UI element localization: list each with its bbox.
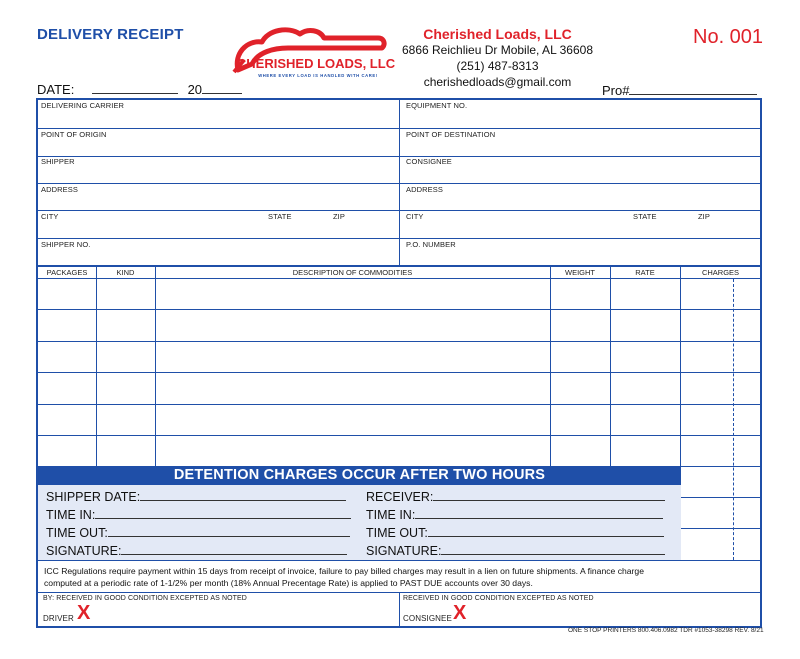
shipper-city-field[interactable]: CITY: [41, 212, 59, 221]
pro-blank[interactable]: [629, 83, 757, 95]
pro-field[interactable]: [602, 83, 757, 98]
table-row[interactable]: [37, 309, 761, 310]
company-email: cherishedloads@gmail.com: [423, 75, 572, 89]
date-field[interactable]: [37, 82, 242, 97]
time-out-blank[interactable]: [428, 526, 664, 537]
delivering-carrier-field[interactable]: DELIVERING CARRIER: [41, 101, 125, 110]
company-logo: [228, 24, 400, 86]
signature-blank[interactable]: [121, 544, 347, 555]
po-number-field[interactable]: P.O. NUMBER: [406, 240, 456, 249]
shipper-no-field[interactable]: SHIPPER NO.: [41, 240, 91, 249]
receiver-label: RECEIVER:: [366, 490, 434, 504]
icc-regulations-text: ICC Regulations require payment within 15 days from receipt of invoice, failure to pay billed charges may result in a lien on future shipments. A finance charge computed at a periodic rate of 1-1/2% per month (18% Annual Precentage Rate) is applied to PAST DUE accounts over 30 days.: [44, 566, 644, 588]
time-in-label: TIME IN:: [366, 508, 416, 522]
signature-label: SIGNATURE:: [366, 544, 442, 558]
consignee-state-field[interactable]: STATE: [633, 212, 657, 221]
time-out-label: TIME OUT:: [46, 526, 108, 540]
company-address: 6866 Reichlieu Dr Mobile, AL 36608: [401, 43, 593, 57]
table-row[interactable]: [37, 404, 761, 405]
divider: [155, 266, 156, 466]
col-packages: PACKAGES: [46, 268, 88, 277]
col-rate: RATE: [635, 268, 655, 277]
shipper-date-line[interactable]: [46, 490, 346, 504]
consignee-city-field[interactable]: CITY: [406, 212, 424, 221]
table-row[interactable]: [37, 341, 761, 342]
shipper-date-blank[interactable]: [140, 490, 346, 501]
table-row[interactable]: [37, 372, 761, 373]
logo-text: CHERISHED LOADS, LLC: [236, 56, 396, 71]
divider: [610, 266, 611, 466]
divider: [37, 265, 761, 267]
year-prefix: 20: [187, 82, 203, 97]
time-out-left-line[interactable]: [46, 526, 350, 540]
equipment-no-field[interactable]: EQUIPMENT NO.: [406, 101, 468, 110]
printer-credit: ONE STOP PRINTERS 800.406.0982 TDR #1053-38298 REV. 8/21: [568, 627, 764, 634]
divider: [399, 99, 400, 265]
time-in-blank[interactable]: [415, 508, 663, 519]
cents-divider: [733, 279, 734, 560]
time-in-left-line[interactable]: [46, 508, 351, 522]
shipper-zip-field[interactable]: ZIP: [333, 212, 345, 221]
consignee-label: CONSIGNEE: [403, 614, 452, 623]
received-right-text: RECEIVED IN GOOD CONDITION EXCEPTED AS NOTED: [403, 595, 594, 602]
shipper-date-label: SHIPPER DATE:: [46, 490, 141, 504]
time-out-right-line[interactable]: [366, 526, 664, 540]
time-in-blank[interactable]: [95, 508, 351, 519]
signature-blank[interactable]: [441, 544, 665, 555]
year-blank[interactable]: [202, 82, 242, 94]
consignee-field[interactable]: CONSIGNEE: [406, 157, 452, 166]
signature-right-line[interactable]: [366, 544, 665, 558]
time-out-blank[interactable]: [108, 526, 350, 537]
receiver-blank[interactable]: [433, 490, 665, 501]
consignee-signature-x[interactable]: X: [453, 602, 467, 624]
col-weight: WEIGHT: [565, 268, 595, 277]
consignee-zip-field[interactable]: ZIP: [698, 212, 710, 221]
company-info: [400, 26, 595, 90]
time-out-label: TIME OUT:: [366, 526, 428, 540]
divider: [399, 592, 400, 627]
company-name: Cherished Loads, LLC: [423, 26, 572, 42]
table-row[interactable]: [37, 435, 761, 436]
divider: [96, 266, 97, 466]
shipper-field[interactable]: SHIPPER: [41, 157, 75, 166]
charges-row[interactable]: [680, 497, 761, 498]
time-in-right-line[interactable]: [366, 508, 663, 522]
point-of-origin-field[interactable]: POINT OF ORIGIN: [41, 130, 107, 139]
shipper-state-field[interactable]: STATE: [268, 212, 292, 221]
col-description: DESCRIPTION OF COMMODITIES: [292, 268, 413, 277]
detention-banner: DETENTION CHARGES OCCUR AFTER TWO HOURS: [38, 466, 681, 485]
date-blank[interactable]: [92, 82, 178, 94]
date-label: DATE:: [37, 82, 75, 97]
time-in-label: TIME IN:: [46, 508, 96, 522]
signature-label: SIGNATURE:: [46, 544, 122, 558]
form-title: DELIVERY RECEIPT: [37, 26, 184, 43]
pro-label: Pro#: [602, 83, 630, 98]
logo-tagline: WHERE EVERY LOAD IS HANDLED WITH CARE!: [258, 73, 378, 78]
company-phone: (251) 487-8313: [456, 59, 539, 73]
signature-left-line[interactable]: [46, 544, 347, 558]
charges-row[interactable]: [680, 528, 761, 529]
form-number: No. 001: [693, 26, 764, 48]
shipper-address-field[interactable]: ADDRESS: [41, 185, 78, 194]
col-kind: KIND: [116, 268, 135, 277]
receiver-line[interactable]: [366, 490, 665, 504]
point-of-destination-field[interactable]: POINT OF DESTINATION: [406, 130, 496, 139]
divider: [37, 278, 761, 279]
driver-label: DRIVER: [43, 614, 74, 623]
divider: [550, 266, 551, 466]
col-charges: CHARGES: [701, 268, 740, 277]
driver-signature-x[interactable]: X: [77, 602, 91, 624]
consignee-address-field[interactable]: ADDRESS: [406, 185, 443, 194]
received-left-text: BY: RECEIVED IN GOOD CONDITION EXCEPTED AS NOTED: [43, 595, 247, 602]
divider: [37, 560, 761, 561]
